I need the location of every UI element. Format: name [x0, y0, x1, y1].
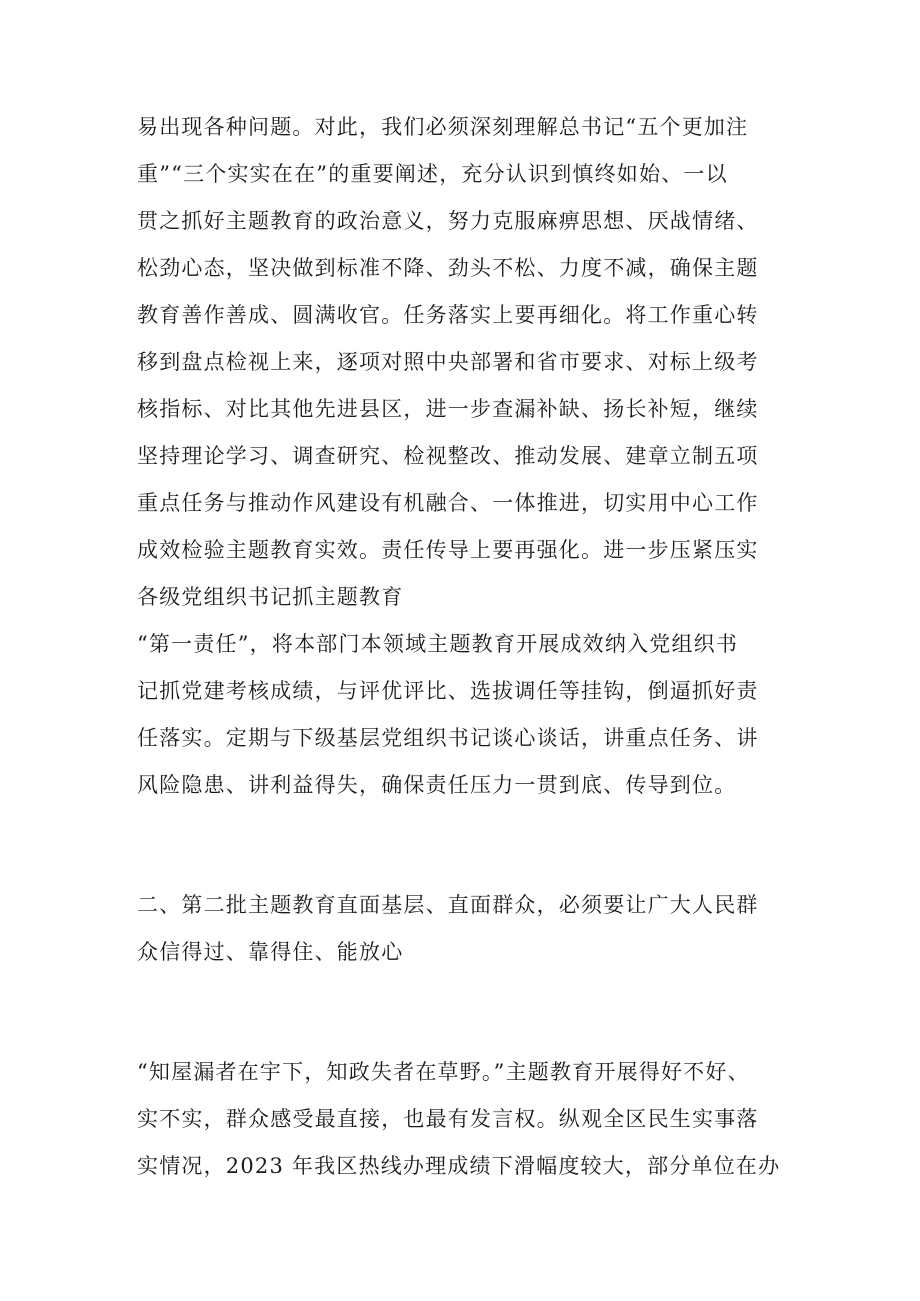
paragraph-line: 易出现各种问题。对此，我们必须深刻理解总书记“五个更加注: [137, 115, 749, 139]
paragraph-line: 实不实，群众感受最直接，也最有发言权。纵观全区民生实事落: [137, 1107, 759, 1131]
paragraph-line: 移到盘点检视上来，逐项对照中央部署和省市要求、对标上级考: [137, 350, 759, 374]
paragraph-line: 任落实。定期与下级基层党组织书记谈心谈话，讲重点任务、讲: [137, 726, 759, 750]
paragraph-line: 贯之抓好主题教育的政治意义，努力克服麻痹思想、厌战情绪、: [137, 209, 759, 233]
paragraph-line: 核指标、对比其他先进县区，进一步查漏补缺、扬长补短，继续: [137, 397, 759, 421]
section-heading-line: 二、第二批主题教育直面基层、直面群众，必须要让广大人民群: [137, 893, 759, 917]
paragraph-line: 风险隐患、讲利益得失，确保责任压力一贯到底、传导到位。: [137, 773, 737, 797]
paragraph-line: 坚持理论学习、调查研究、检视整改、推动发展、建章立制五项: [137, 444, 759, 468]
paragraph-line: “第一责任”，将本部门本领域主题教育开展成效纳入党组织书: [137, 632, 739, 656]
paragraph-line: 教育善作善成、圆满收官。任务落实上要再细化。将工作重心转: [137, 303, 759, 327]
section-heading-line: 众信得过、靠得住、能放心: [137, 940, 404, 964]
paragraph-line: 各级党组织书记抓主题教育: [137, 585, 404, 609]
paragraph-line: 松劲心态，坚决做到标准不降、劲头不松、力度不减，确保主题: [137, 256, 759, 280]
paragraph-line: 重”“三个实实在在”的重要阐述，充分认识到慎终如始、一以: [137, 162, 728, 186]
paragraph-line: 记抓党建考核成绩，与评优评比、选拔调任等挂钩，倒逼抓好责: [137, 679, 759, 703]
paragraph-line: 成效检验主题教育实效。责任传导上要再强化。进一步压紧压实: [137, 538, 759, 562]
paragraph-line: 重点任务与推动作风建设有机融合、一体推进，切实用中心工作: [137, 491, 759, 515]
paragraph-line: “知屋漏者在宇下，知政失者在草野。”主题教育开展得好不好、: [137, 1060, 750, 1084]
paragraph-line: 实情况，2023 年我区热线办理成绩下滑幅度较大，部分单位在办: [137, 1154, 781, 1178]
